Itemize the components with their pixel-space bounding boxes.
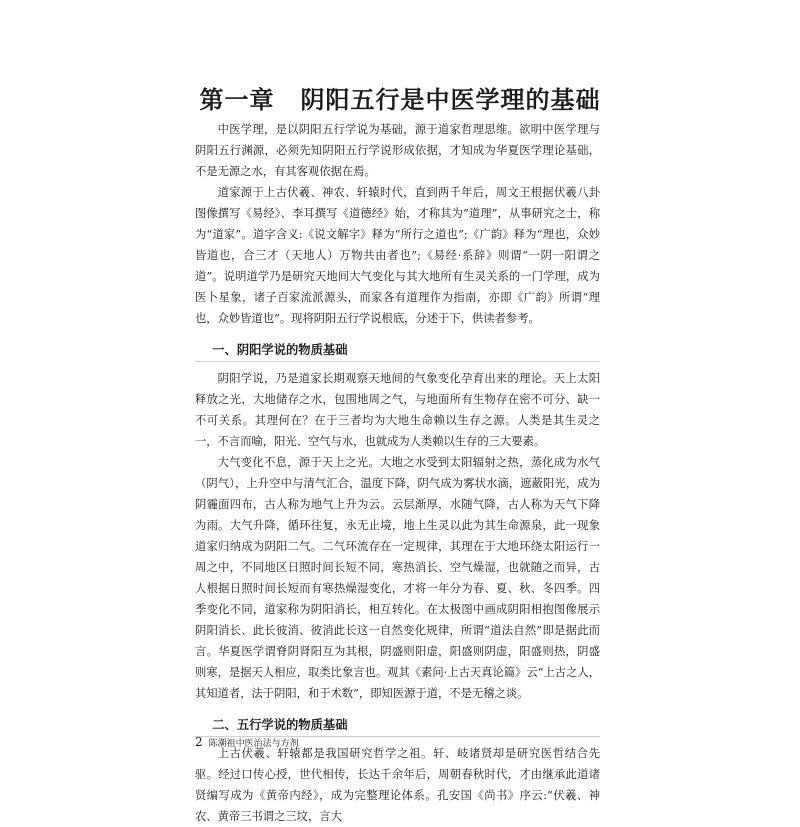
page-number: 2 [195, 735, 203, 749]
yinyang-paragraph-1: 阴阳学说，乃是道家长期观察天地间的气象变化孕育出来的理论。天上太阳释放之光，大地储存之水，包围地周之气，与地面所有生物存在密不可分、缺一不可关系。其理何在？在于三者均为大地生命赖以生存之源。人类是其生灵之一，不言而喻，阳光、空气与水，也就成为人类赖以生存的三大要素。 [195, 372, 600, 448]
page-body [195, 119, 600, 827]
section-heading-yinyang: 一、阴阳学说的物质基础 [195, 339, 600, 362]
intro-paragraph-2: 道家源于上古伏羲、神农、轩辕时代，直到两千年后，周文王根据伏羲八卦图像撰写《易经》、李耳撰写《道德经》始，才称其为“道理”，从事研究之士，称为“道家”。道字含义:《说文解字》释为“所行之道也”;《广韵》释为“理也，众妙皆道也，合三才（天地人）万物共由者也”;《易经·系辞》则谓“一阴一阳谓之道”。说明道学乃是研究天地间大气变化与其大地所有生灵关系的一门学理，成为医卜星象，诸子百家流派源头，而家各有道理作为指南，亦即《广韵》所谓“理也，众妙皆道也”。现将阴阳五行学说根底，分述于下，供读者参考。 [195, 186, 600, 325]
wuxing-paragraph-1: 上古伏羲、轩辕都是我国研究哲学之祖。轩、岐诸贤却是研究医哲结合先驱。经过口传心授，世代相传，长达千余年后，周朝春秋时代，才由继承此道诸贤编写成为《黄帝内经》，成为完整理论体系。孔安国《尚书》序云:“伏羲、神农、黄帝三书谓之三坟，言大 [195, 747, 600, 823]
page-footer [195, 735, 299, 751]
running-footer-title: 陈潮祖中医治法与方剂 [208, 739, 299, 749]
chapter-number: 第一章 [199, 86, 275, 115]
intro-paragraph-1: 中医学理，是以阴阳五行学说为基础，源于道家哲理思维。欲明中医学理与阴阳五行渊源，必须先知阴阳五行学说形成依据，才知成为华夏医学理论基础，不是无源之水，有其客观依据在焉。 [195, 123, 600, 178]
chapter-name: 阴阳五行是中医学理的基础 [300, 86, 601, 115]
yinyang-paragraph-2: 大气变化不息，源于天上之光。大地之水受到太阳辐射之热，蒸化成为水气（阴气），上升空中与清气汇合，温度下降，阴气成为雾状水滴，遮蔽阳光，成为阴霾面四布，古人称为地气上升为云。云层渐厚，水随气降，古人称为天气下降为雨。大气升降，循环往复，永无止境，地上生灵以此为其生命源泉，此一现象道家归纳成为阴阳二气。二气环流存在一定规律，其理在于大地环绕太阳运行一周之中，不同地区日照时间长短不同，寒热消长、空气燥湿，也就随之而异，古人根据日照时间长短而有寒热燥湿变化，才将一年分为春、夏、秋、冬四季。四季变化不同，道家称为阴阳消长，相互转化。在太极图中画成阴阳相抱图像展示阴阳消长、此长彼消、彼消此长这一自然变化规律，所谓“道法自然”即是据此而言。华夏医学谓脊阴肾阳互为其根，阴盛则阳虚，阳盛则阴虚，阳盛则热，阴盛则寒，是据天人相应，取类比象言也。观其《素问·上古天真论篇》云“上古之人，其知道者，法于阴阳，和于术数”，即知医源于道，不是无稽之谈。 [195, 456, 600, 700]
section-heading-wuxing: 二、五行学说的物质基础 [195, 714, 600, 737]
chapter-title [0, 80, 800, 115]
